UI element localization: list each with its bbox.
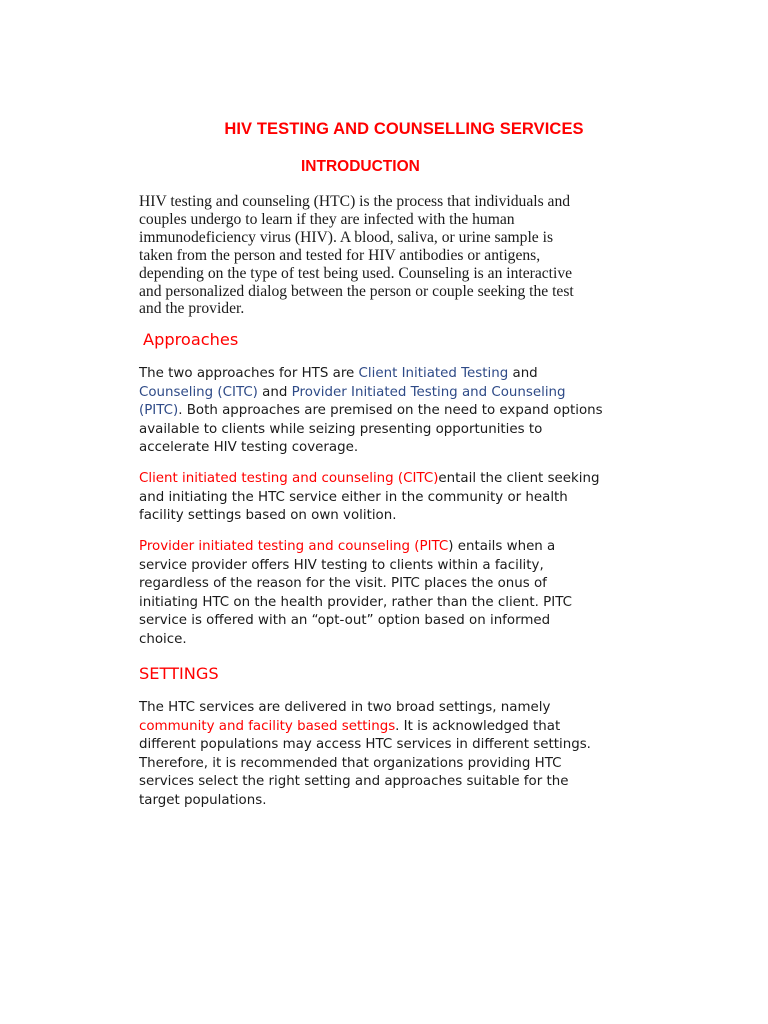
intro-line: immunodeficiency virus (HIV). A blood, saliva, or urine sample is bbox=[139, 228, 554, 246]
settings-heading: SETTINGS bbox=[139, 664, 219, 683]
text-run: ) entails when a bbox=[448, 539, 556, 554]
paragraph-line: different populations may access HTC services in different settings. bbox=[139, 737, 591, 753]
approaches-heading: Approaches bbox=[143, 330, 239, 349]
paragraph-line: facility settings based on own volition. bbox=[139, 508, 397, 524]
approaches-paragraph bbox=[139, 365, 639, 458]
settings-term: community and facility based settings bbox=[139, 718, 396, 734]
intro-line: and the provider. bbox=[139, 300, 245, 318]
paragraph-line: initiating HTC on the health provider, rather than the client. PITC bbox=[139, 594, 572, 610]
paragraph-line: The HTC services are delivered in two broad settings, namely bbox=[139, 700, 551, 715]
paragraph-line: accelerate HIV testing coverage. bbox=[139, 440, 359, 456]
paragraph-line: service provider offers HIV testing to clients within a facility, bbox=[139, 557, 544, 573]
paragraph-line: regardless of the reason for the visit. PITC places the onus of bbox=[139, 576, 547, 592]
pitc-paragraph bbox=[139, 538, 639, 650]
text-run: . It is acknowledged that bbox=[395, 718, 561, 734]
paragraph-line bbox=[139, 538, 639, 557]
text-run: and bbox=[257, 384, 292, 400]
citc-term: Counseling (CITC) bbox=[139, 384, 258, 400]
pitc-term: (PITC) bbox=[139, 403, 179, 419]
introduction-paragraph bbox=[139, 193, 639, 318]
paragraph-line: Therefore, it is recommended that organizations providing HTC bbox=[139, 755, 562, 771]
intro-line: HIV testing and counseling (HTC) is the process that individuals and bbox=[139, 193, 571, 210]
paragraph-line bbox=[139, 470, 639, 489]
text-run: entail the client seeking bbox=[438, 471, 600, 486]
paragraph-line bbox=[139, 402, 639, 421]
paragraph-line bbox=[139, 384, 639, 403]
text-run: and bbox=[508, 366, 538, 381]
document-title: HIV TESTING AND COUNSELLING SERVICES bbox=[224, 120, 584, 138]
citc-term: Client Initiated Testing bbox=[358, 366, 509, 381]
text-run: The two approaches for HTS are bbox=[139, 366, 359, 381]
citc-definition-term: Client initiated testing and counseling (CITC) bbox=[139, 471, 439, 486]
paragraph-line bbox=[139, 718, 639, 737]
pitc-definition-term: Provider initiated testing and counseling (PITC bbox=[139, 539, 449, 554]
intro-line: couples undergo to learn if they are infected with the human bbox=[139, 210, 515, 228]
paragraph-line bbox=[139, 365, 639, 384]
paragraph-line: and initiating the HTC service either in the community or health bbox=[139, 489, 568, 505]
pitc-term: Provider Initiated Testing and Counseling bbox=[291, 384, 566, 400]
paragraph-line: target populations. bbox=[139, 792, 267, 808]
intro-line: depending on the type of test being used. Counseling is an interactive bbox=[139, 264, 573, 282]
settings-paragraph bbox=[139, 699, 639, 811]
paragraph-line: choice. bbox=[139, 631, 187, 647]
intro-line: and personalized dialog between the person or couple seeking the test bbox=[139, 282, 574, 300]
paragraph-line: service is offered with an “opt-out” option based on informed bbox=[139, 613, 551, 629]
intro-line: taken from the person and tested for HIV antibodies or antigens, bbox=[139, 246, 541, 264]
paragraph-line: available to clients while seizing presenting opportunities to bbox=[139, 421, 543, 437]
citc-paragraph bbox=[139, 470, 639, 526]
text-run: . Both approaches are premised on the need to expand options bbox=[178, 403, 603, 419]
introduction-heading: INTRODUCTION bbox=[301, 158, 420, 175]
paragraph-line: services select the right setting and approaches suitable for the bbox=[139, 774, 569, 790]
